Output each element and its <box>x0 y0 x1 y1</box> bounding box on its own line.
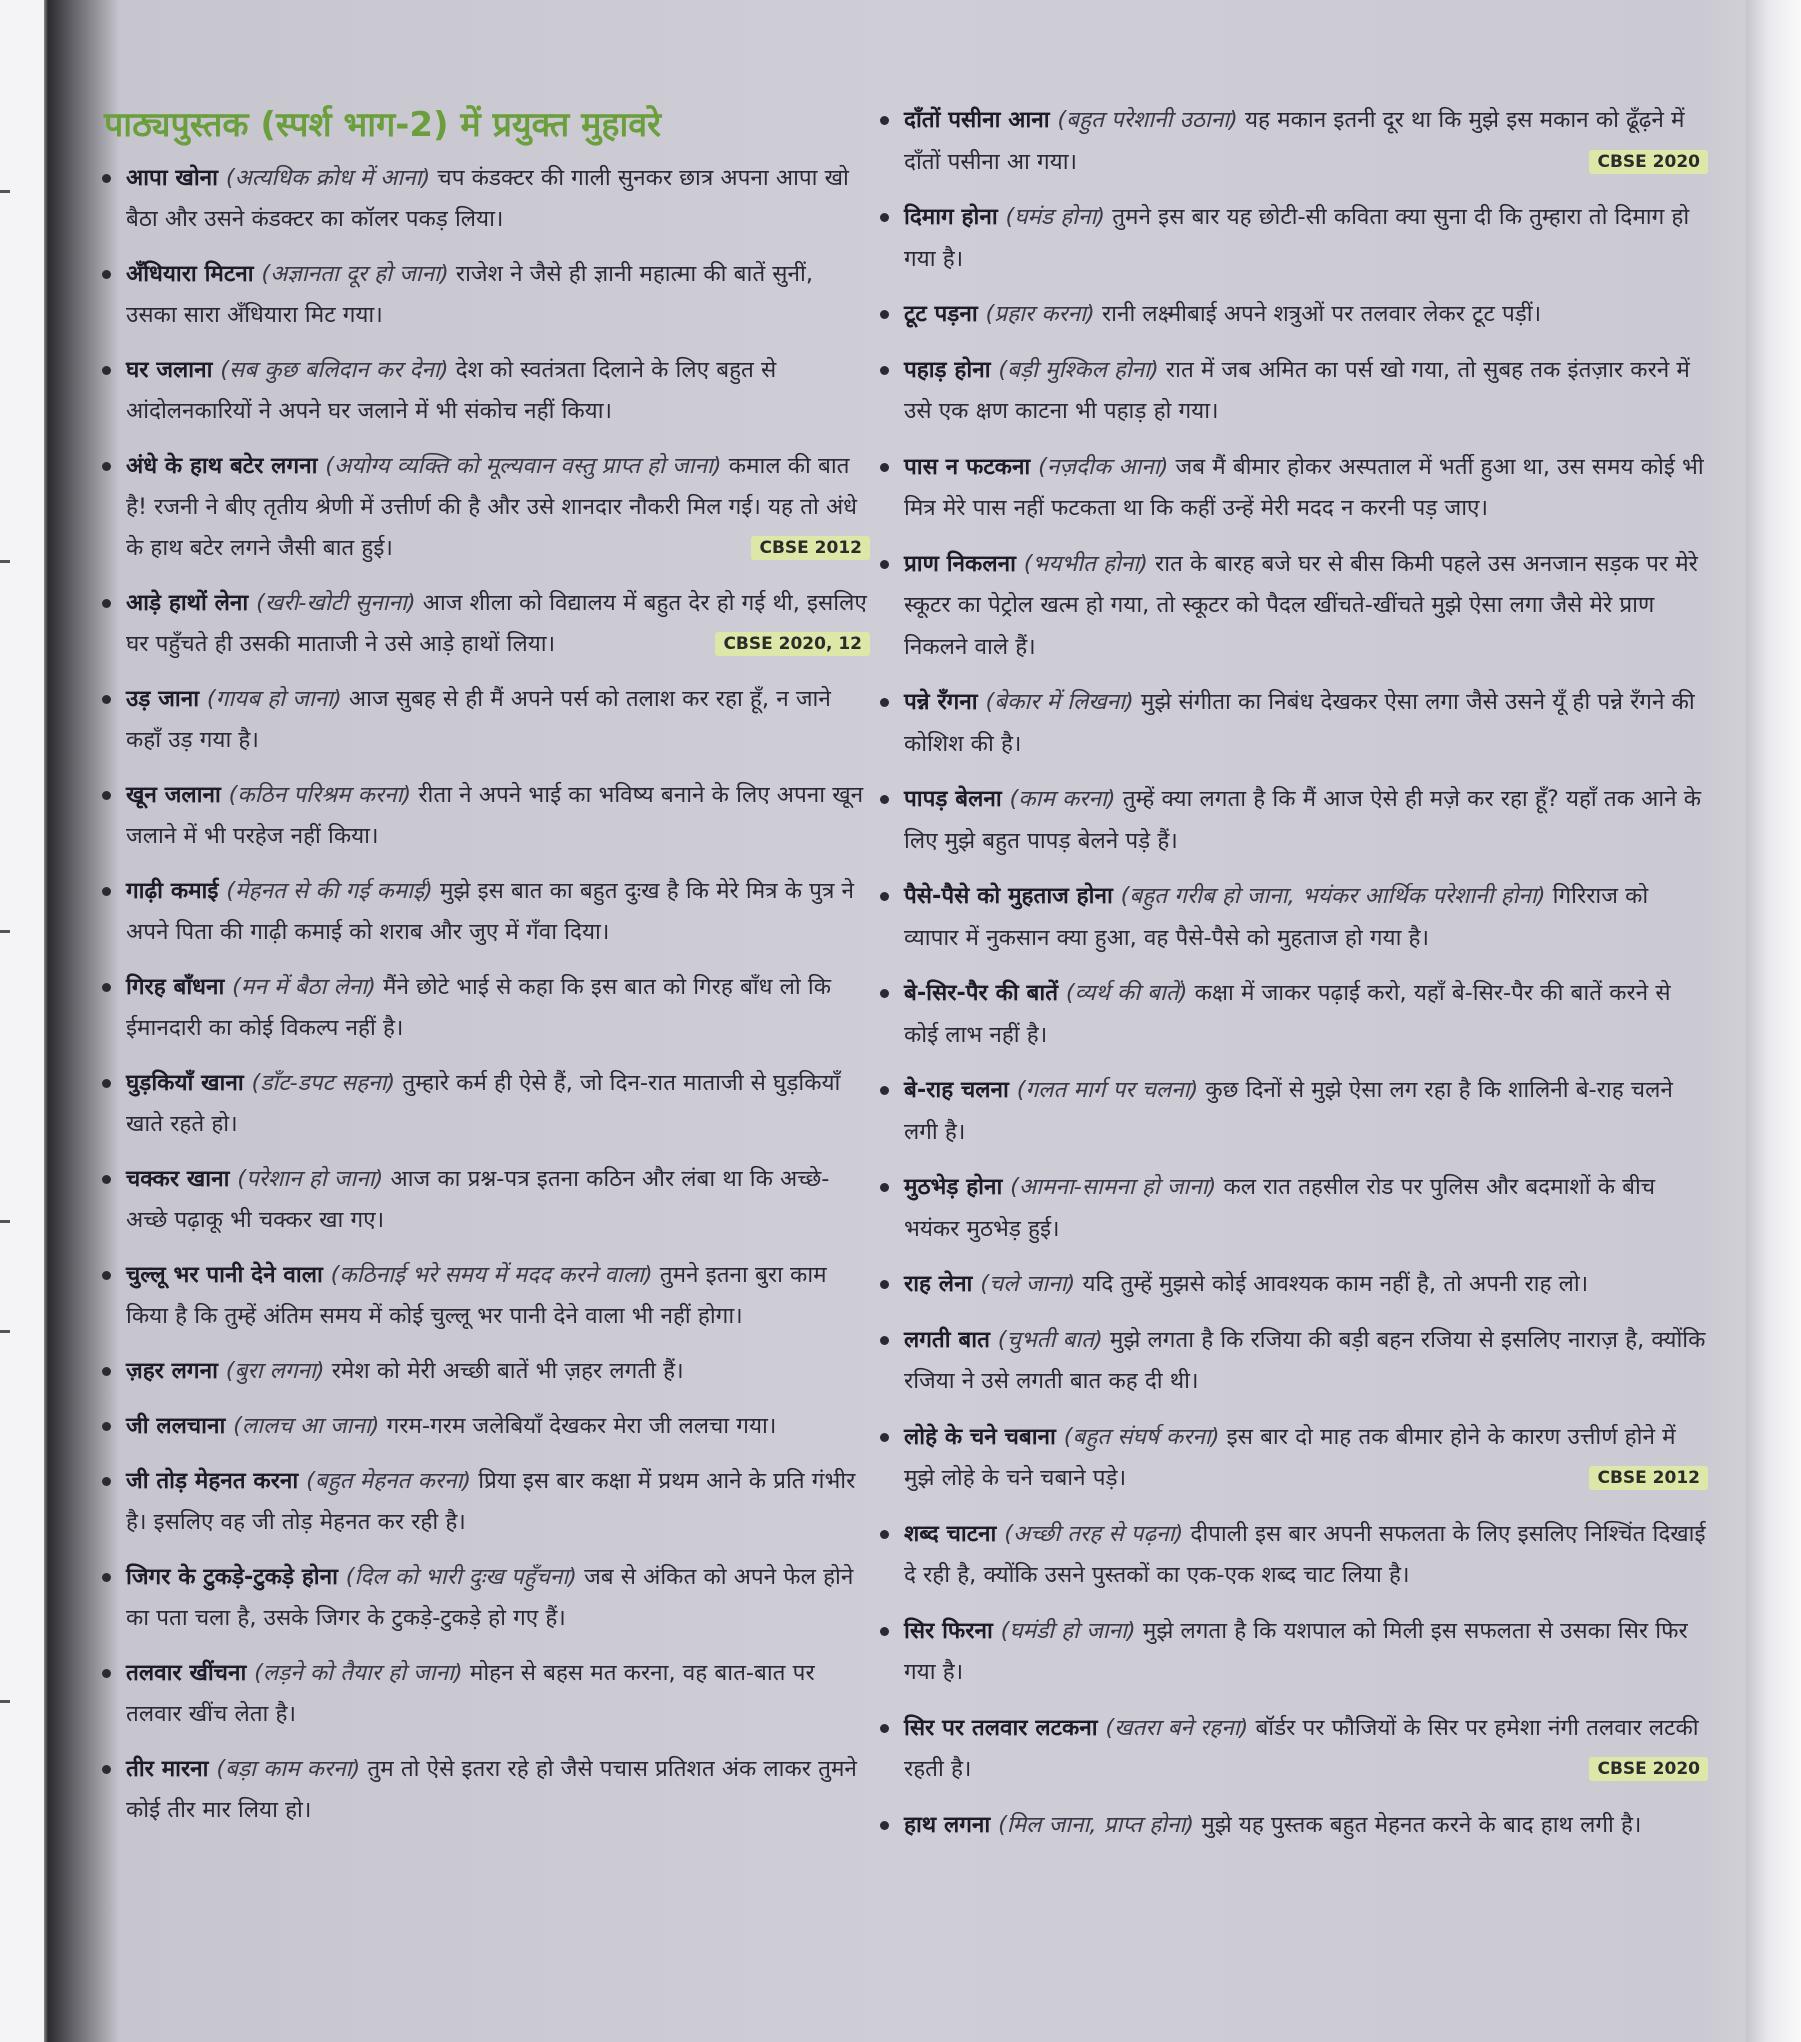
idiom-example: तुम्हारे कर्म ही ऐसे हैं, जो दिन-रात माताजी से घुड़कियाँ खाते रहते हो। <box>126 1070 841 1137</box>
idiom-entry <box>100 1461 870 1543</box>
idiom-term: गाढ़ी कमाई <box>126 878 227 904</box>
idiom-entry <box>100 775 870 857</box>
bullet-icon <box>102 791 111 800</box>
bullet-icon <box>102 983 111 992</box>
idiom-term: अंधे के हाथ बटेर लगना <box>126 453 326 479</box>
idiom-example: रात में जब अमित का पर्स खो गया, तो सुबह तक इंतज़ार करने में उसे एक क्षण काटना भी पहाड़ हो गया। <box>904 356 1690 424</box>
idiom-entry <box>878 100 1708 183</box>
page-mark <box>0 1220 10 1223</box>
idiom-example: मुझे यह पुस्तक बहुत मेहनत करने के बाद हाथ लगी है। <box>1201 1811 1642 1838</box>
idiom-meaning: (बेकार में लिखना) <box>985 689 1141 715</box>
idiom-example: मुझे इस बात का बहुत दुःख है कि मेरे मित्र के पुत्र ने अपने पिता की गाढ़ी कमाई को शराब और जुए में गँवा दिया। <box>126 878 855 945</box>
idiom-term: हाथ लगना <box>904 1811 999 1838</box>
book-page <box>70 60 1740 2020</box>
idiom-list-right <box>878 100 1708 1846</box>
bullet-icon <box>102 366 111 375</box>
idiom-meaning: (खरी-खोटी सुनाना) <box>256 590 423 616</box>
idiom-example: प्रिया इस बार कक्षा में प्रथम आने के प्रति गंभीर है। इसलिए वह जी तोड़ मेहनत कर रही है। <box>126 1468 856 1535</box>
idiom-term: घर जलाना <box>126 357 221 383</box>
bullet-icon <box>880 1627 889 1636</box>
bullet-icon <box>880 1336 889 1345</box>
idiom-example: आज का प्रश्न-पत्र इतना कठिन और लंबा था कि अच्छे-अच्छे पढ़ाकू भी चक्कर खा गए। <box>126 1166 830 1233</box>
bullet-icon <box>880 560 889 569</box>
bullet-icon <box>880 1433 889 1442</box>
bullet-icon <box>880 213 889 222</box>
bullet-icon <box>102 1367 111 1376</box>
idiom-entry <box>100 583 870 665</box>
idiom-entry <box>878 1611 1708 1694</box>
idiom-example: आज शीला को विद्यालय में बहुत देर हो गई थी, इसलिए घर पहुँचते ही उसकी माताजी ने उसे आड़े हाथों लिया। <box>126 590 867 657</box>
idiom-meaning: (सब कुछ बलिदान कर देना) <box>220 357 456 383</box>
idiom-example: चप कंडक्टर की गाली सुनकर छात्र अपना आपा खो बैठा और उसने कंडक्टर का कॉलर पकड़ लिया। <box>126 165 849 232</box>
idiom-example: मुझे लगता है कि यशपाल को मिली इस सफलता से उसका सिर फिर गया है। <box>904 1617 1688 1685</box>
idiom-entry <box>878 1070 1708 1153</box>
idiom-example: मोहन से बहस मत करना, वह बात-बात पर तलवार खींच लेता है। <box>126 1660 815 1727</box>
idiom-example: बॉर्डर पर फौजियों के सिर पर हमेशा नंगी तलवार लटकी रहती है। <box>904 1714 1699 1782</box>
idiom-meaning: (बहुत परेशानी उठाना) <box>1057 107 1245 133</box>
idiom-term: आपा खोना <box>126 165 226 191</box>
idiom-meaning: (कठिनाई भरे समय में मदद करने वाला) <box>330 1262 660 1288</box>
bullet-icon <box>102 270 111 279</box>
idiom-meaning: (गायब हो जाना) <box>206 686 349 712</box>
bullet-icon <box>880 310 889 319</box>
idiom-meaning: (परेशान हो जाना) <box>237 1166 391 1192</box>
bullet-icon <box>102 695 111 704</box>
idiom-meaning: (अच्छी तरह से पढ़ना) <box>1004 1520 1191 1547</box>
idiom-meaning: (चुभती बात) <box>997 1326 1110 1353</box>
idiom-term: घुड़कियाँ खाना <box>126 1070 252 1096</box>
idiom-term: पैसे-पैसे को मुहताज होना <box>904 883 1121 909</box>
idiom-entry <box>100 1749 870 1831</box>
bullet-icon <box>880 795 889 804</box>
bullet-icon <box>880 1821 889 1830</box>
idiom-term: उड़ जाना <box>126 686 207 712</box>
bullet-icon <box>102 887 111 896</box>
idiom-meaning: (खतरा बने रहना) <box>1105 1714 1256 1741</box>
idiom-term: चक्कर खाना <box>126 1166 238 1192</box>
idiom-example: कमाल की बात है! रजनी ने बीए तृतीय श्रेणी में उत्तीर्ण की है और उसे शानदार नौकरी मिल गई। यह तो अंधे के हाथ बटेर लगने जैसी बात हुई। <box>126 453 857 561</box>
idiom-term: तीर मारना <box>126 1756 217 1782</box>
bullet-icon <box>102 1765 111 1774</box>
idiom-meaning: (भयभीत होना) <box>1023 550 1156 577</box>
idiom-list-left <box>100 158 870 1831</box>
idiom-meaning: (मेहनत से की गई कमाई) <box>226 878 440 904</box>
bullet-icon <box>880 366 889 375</box>
idiom-entry <box>100 350 870 432</box>
idiom-meaning: (अत्यधिक क्रोध में आना) <box>225 165 438 191</box>
idiom-example: कक्षा में जाकर पढ़ाई करो, यहाँ बे-सिर-पैर की बातें करने से कोई लाभ नहीं है। <box>904 980 1671 1048</box>
idiom-example: आज सुबह से ही मैं अपने पर्स को तलाश कर रहा हूँ, न जाने कहाँ उड़ गया है। <box>126 686 831 753</box>
idiom-meaning: (आमना-सामना हो जाना) <box>1010 1174 1224 1200</box>
bullet-icon <box>880 1086 889 1095</box>
idiom-entry <box>878 544 1708 669</box>
idiom-entry <box>100 158 870 240</box>
idiom-entry <box>878 1320 1708 1403</box>
idiom-entry <box>878 1805 1708 1847</box>
idiom-term: जी ललचाना <box>126 1413 234 1439</box>
idiom-term: दाँतों पसीना आना <box>904 107 1058 133</box>
idiom-meaning: (अज्ञानता दूर हो जाना) <box>261 261 456 287</box>
exam-tag: CBSE 2012 <box>751 536 870 560</box>
idiom-term: ज़हर लगना <box>126 1358 226 1384</box>
idiom-entry <box>878 447 1708 530</box>
idiom-meaning: (काम करना) <box>1009 786 1123 812</box>
idiom-example: देश को स्वतंत्रता दिलाने के लिए बहुत से आंदोलनकारियों ने अपने घर जलाने में भी संकोच नहीं किया। <box>126 357 777 424</box>
page-stack-edge <box>1746 0 1801 2042</box>
idiom-entry <box>100 967 870 1049</box>
idiom-meaning: (नज़दीक आना) <box>1038 453 1176 480</box>
idiom-entry <box>100 1557 870 1639</box>
idiom-example: रानी लक्ष्मीबाई अपने शत्रुओं पर तलवार लेकर टूट पड़ीं। <box>1101 301 1542 327</box>
idiom-meaning: (लड़ने को तैयार हो जाना) <box>254 1660 470 1686</box>
idiom-example: तुम तो ऐसे इतरा रहे हो जैसे पचास प्रतिशत अंक लाकर तुमने कोई तीर मार लिया हो। <box>126 1756 857 1823</box>
bullet-icon <box>102 174 111 183</box>
idiom-meaning: (घमंड होना) <box>1005 204 1113 230</box>
idiom-meaning: (प्रहार करना) <box>985 301 1102 327</box>
idiom-entry <box>878 1264 1708 1306</box>
bullet-icon <box>102 599 111 608</box>
idiom-example: दीपाली इस बार अपनी सफलता के लिए इसलिए निश्चिंत दिखाई दे रही है, क्योंकि उसने पुस्तकों का एक-एक शब्द चाट लिया है। <box>904 1520 1706 1588</box>
idiom-meaning: (बहुत संघर्ष करना) <box>1063 1423 1227 1450</box>
idiom-example: गिरिराज को व्यापार में नुकसान क्या हुआ, वह पैसे-पैसे को मुहताज हो गया है। <box>904 883 1649 951</box>
idiom-example: यदि तुम्हें मुझसे कोई आवश्यक काम नहीं है, तो अपनी राह लो। <box>1082 1271 1589 1297</box>
idiom-term: खून जलाना <box>126 782 229 808</box>
idiom-meaning: (बड़ा काम करना) <box>216 1756 368 1782</box>
idiom-entry <box>100 1063 870 1145</box>
right-column <box>878 60 1708 1860</box>
idiom-term: दिमाग होना <box>904 204 1006 230</box>
idiom-term: जी तोड़ मेहनत करना <box>126 1468 307 1494</box>
idiom-entry <box>100 254 870 336</box>
idiom-term: तलवार खींचना <box>126 1660 255 1686</box>
idiom-term: पहाड़ होना <box>904 356 999 383</box>
idiom-entry <box>878 1417 1708 1500</box>
idiom-term: सिर फिरना <box>904 1617 1001 1644</box>
idiom-entry <box>878 1514 1708 1597</box>
idiom-term: बे-सिर-पैर की बातें <box>904 980 1066 1006</box>
idiom-meaning: (डाँट-डपट सहना) <box>251 1070 403 1096</box>
bullet-icon <box>102 1079 111 1088</box>
bullet-icon <box>880 989 889 998</box>
idiom-meaning: (गलत मार्ग पर चलना) <box>1016 1077 1206 1103</box>
idiom-entry <box>878 1708 1708 1791</box>
page-mark <box>0 190 10 193</box>
idiom-example: राजेश ने जैसे ही ज्ञानी महात्मा की बातें सुनीं, उसका सारा अँधियारा मिट गया। <box>126 261 813 328</box>
idiom-entry <box>878 779 1708 862</box>
idiom-example: रमेश को मेरी अच्छी बातें भी ज़हर लगती हैं। <box>331 1358 684 1384</box>
idiom-entry <box>100 1653 870 1735</box>
idiom-term: पन्ने रँगना <box>904 689 986 715</box>
idiom-entry <box>100 1351 870 1392</box>
bullet-icon <box>102 1669 111 1678</box>
idiom-meaning: (दिल को भारी दुःख पहुँचना) <box>345 1564 585 1590</box>
exam-tag: CBSE 2020 <box>1589 150 1708 174</box>
idiom-meaning: (चले जाना) <box>980 1271 1083 1297</box>
idiom-example: मुझे संगीता का निबंध देखकर ऐसा लगा जैसे उसने यूँ ही पन्ने रँगने की कोशिश की है। <box>904 689 1695 757</box>
idiom-example: यह मकान इतनी दूर था कि मुझे इस मकान को ढूँढ़ने में दाँतों पसीना आ गया। <box>904 107 1685 175</box>
idiom-term: आड़े हाथों लेना <box>126 590 257 616</box>
idiom-entry <box>878 973 1708 1056</box>
left-column <box>100 60 870 1845</box>
idiom-example: मुझे लगता है कि रजिया की बड़ी बहन रजिया से इसलिए नाराज़ है, क्योंकि रजिया ने उसे लगती बात कह दी थी। <box>904 1326 1706 1394</box>
idiom-meaning: (बहुत मेहनत करना) <box>306 1468 479 1494</box>
idiom-term: बे-राह चलना <box>904 1077 1017 1103</box>
idiom-term: टूट पड़ना <box>904 301 986 327</box>
bullet-icon <box>880 892 889 901</box>
exam-tag: CBSE 2020, 12 <box>715 632 870 656</box>
idiom-meaning: (बहुत गरीब हो जाना, भयंकर आर्थिक परेशानी होना) <box>1120 883 1553 909</box>
idiom-term: लगती बात <box>904 1326 998 1353</box>
page-mark <box>0 1700 10 1703</box>
idiom-meaning: (मन में बैठा लेना) <box>232 974 384 1000</box>
bullet-icon <box>880 698 889 707</box>
idiom-entry <box>100 679 870 761</box>
bullet-icon <box>880 1280 889 1289</box>
bullet-icon <box>102 1477 111 1486</box>
idiom-entry <box>878 294 1708 336</box>
bullet-icon <box>880 463 889 472</box>
idiom-example: मैंने छोटे भाई से कहा कि इस बात को गिरह बाँध लो कि ईमानदारी का कोई विकल्प नहीं है। <box>126 974 832 1041</box>
idiom-term: मुठभेड़ होना <box>904 1174 1011 1200</box>
idiom-example: कुछ दिनों से मुझे ऐसा लग रहा है कि शालिनी बे-राह चलने लगी है। <box>904 1077 1673 1145</box>
bullet-icon <box>880 1530 889 1539</box>
idiom-term: चुल्लू भर पानी देने वाला <box>126 1262 331 1288</box>
idiom-term: जिगर के टुकड़े-टुकड़े होना <box>126 1564 346 1590</box>
idiom-meaning: (लालच आ जाना) <box>233 1413 387 1439</box>
idiom-entry <box>100 446 870 569</box>
idiom-meaning: (बुरा लगना) <box>225 1358 332 1384</box>
section-title: पाठ्यपुस्तक (स्पर्श भाग-2) में प्रयुक्त मुहावरे <box>104 105 662 145</box>
idiom-example: तुमने इस बार यह छोटी-सी कविता क्या सुना दी कि तुम्हारा तो दिमाग हो गया है। <box>904 204 1690 272</box>
idiom-example: रीता ने अपने भाई का भविष्य बनाने के लिए अपना खून जलाने में भी परहेज नहीं किया। <box>126 782 864 849</box>
idiom-example: जब से अंकित को अपने फेल होने का पता चला है, उसके जिगर के टुकड़े-टुकड़े हो गए हैं। <box>126 1564 854 1631</box>
previous-page-edge <box>0 0 44 2042</box>
idiom-meaning: (कठिन परिश्रम करना) <box>228 782 419 808</box>
idiom-term: सिर पर तलवार लटकना <box>904 1714 1106 1741</box>
bullet-icon <box>102 1175 111 1184</box>
idiom-entry <box>878 682 1708 765</box>
idiom-entry <box>878 350 1708 433</box>
idiom-entry <box>100 1406 870 1447</box>
idiom-term: राह लेना <box>904 1271 981 1297</box>
idiom-entry <box>100 1255 870 1337</box>
bullet-icon <box>102 1573 111 1582</box>
idiom-entry <box>100 871 870 953</box>
idiom-term: लोहे के चने चबाना <box>904 1423 1064 1450</box>
idiom-term: अँधियारा मिटना <box>126 261 262 287</box>
bullet-icon <box>880 1724 889 1733</box>
idiom-example: इस बार दो माह तक बीमार होने के कारण उत्तीर्ण होने में मुझे लोहे के चने चबाने पड़े। <box>904 1423 1676 1491</box>
idiom-meaning: (मिल जाना, प्राप्त होना) <box>998 1811 1202 1838</box>
idiom-entry <box>878 197 1708 280</box>
idiom-example: तुम्हें क्या लगता है कि मैं आज ऐसे ही मज़े कर रहा हूँ? यहाँ तक आने के लिए मुझे बहुत पापड़ बेलने पड़े हैं। <box>904 786 1702 854</box>
idiom-entry <box>878 876 1708 959</box>
idiom-term: गिरह बाँधना <box>126 974 233 1000</box>
page-mark <box>0 1330 10 1333</box>
page-mark <box>0 560 10 563</box>
bullet-icon <box>102 1422 111 1431</box>
idiom-example: गरम-गरम जलेबियाँ देखकर मेरा जी ललचा गया। <box>386 1413 777 1439</box>
bullet-icon <box>102 1271 111 1280</box>
idiom-example: तुमने इतना बुरा काम किया है कि तुम्हें अंतिम समय में कोई चुल्लू भर पानी देने वाला भी नहीं होगा। <box>126 1262 827 1329</box>
page-mark <box>0 930 10 933</box>
idiom-term: शब्द चाटना <box>904 1520 1005 1547</box>
bullet-icon <box>880 1183 889 1192</box>
idiom-example: रात के बारह बजे घर से बीस किमी पहले उस अनजान सड़क पर मेरे स्कूटर का पेट्रोल खत्म हो गया, तो स्कूटर को पैदल खींचते-खींचते मुझे ऐसा लगा जैसे मेरे प्राण निकलने वाले हैं। <box>904 550 1698 660</box>
idiom-term: प्राण निकलना <box>904 550 1024 577</box>
idiom-meaning: (बड़ी मुश्किल होना) <box>998 356 1166 383</box>
idiom-example: कल रात तहसील रोड पर पुलिस और बदमाशों के बीच भयंकर मुठभेड़ हुई। <box>904 1174 1656 1242</box>
idiom-term: पापड़ बेलना <box>904 786 1010 812</box>
bullet-icon <box>102 462 111 471</box>
exam-tag: CBSE 2012 <box>1589 1466 1708 1490</box>
idiom-meaning: (व्यर्थ की बातें) <box>1065 980 1195 1006</box>
idiom-meaning: (घमंडी हो जाना) <box>1000 1617 1143 1644</box>
bullet-icon <box>880 116 889 125</box>
exam-tag: CBSE 2020 <box>1589 1757 1708 1781</box>
idiom-entry <box>878 1167 1708 1250</box>
idiom-term: पास न फटकना <box>904 453 1039 480</box>
idiom-meaning: (अयोग्य व्यक्ति को मूल्यवान वस्तु प्राप्त हो जाना) <box>325 453 729 479</box>
idiom-example: जब मैं बीमार होकर अस्पताल में भर्ती हुआ था, उस समय कोई भी मित्र मेरे पास नहीं फटकता था कि कहीं उन्हें मेरी मदद न करनी पड़ जाए। <box>904 453 1704 521</box>
idiom-entry <box>100 1159 870 1241</box>
